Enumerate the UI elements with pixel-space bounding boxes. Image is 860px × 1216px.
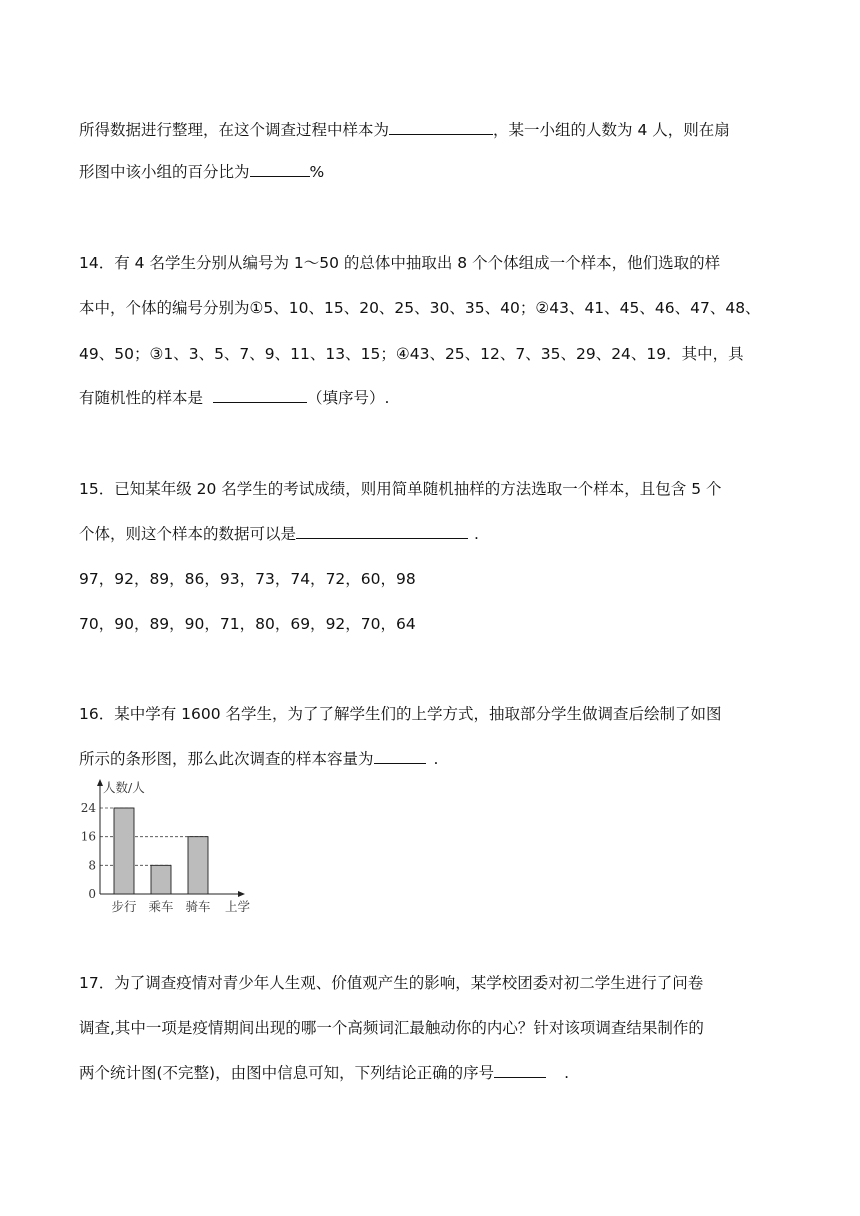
- q16-text-b: .: [433, 750, 439, 768]
- q14-line-2: 本中，个体的编号分别为①5、10、15、20、25、30、35、40；②43、41、45、46、47、48、: [79, 299, 761, 317]
- q15-answer-blank[interactable]: [296, 524, 468, 539]
- y-tick-label: 16: [80, 829, 96, 844]
- q14-line-1: 14．有 4 名学生分别从编号为 1～50 的总体中抽取出 8 个个体组成一个样本，他们选取的样: [79, 254, 721, 272]
- q16-line-2: [79, 749, 438, 769]
- q15-text-a: 个体，则这个样本的数据可以是: [79, 525, 297, 543]
- q13-answer-blank-percent[interactable]: [250, 162, 310, 177]
- y-tick-label: 0: [88, 887, 96, 901]
- q13-line-1: [79, 120, 730, 140]
- q17-line-1: 17．为了调查疫情对青少年人生观、价值观产生的影响，某学校团委对初二学生进行了问卷: [79, 974, 704, 992]
- q15-line-1: 15．已知某年级 20 名学生的考试成绩，则用简单随机抽样的方法选取一个样本，且包含 5 个: [79, 480, 722, 498]
- q16-answer-blank[interactable]: [374, 749, 426, 764]
- q17-line-2: 调查,其中一项是疫情期间出现的哪一个高频词汇最触动你的内心？针对该项调查结果制作的: [79, 1019, 704, 1037]
- bar-骑车: [188, 837, 208, 894]
- q13-text-b: ，某一小组的人数为 4 人，则在扇: [493, 121, 730, 139]
- q15-text-b: .: [474, 525, 479, 543]
- x-axis-arrow: [238, 891, 245, 897]
- q17-text-a: 两个统计图(不完整)，由图中信息可知，下列结论正确的序号: [79, 1064, 495, 1082]
- q17-text-b: .: [564, 1064, 570, 1082]
- q14-line-3: 49、50；③1、3、5、7、9、11、13、15；④43、25、12、7、35、29、24、19．其中，具: [79, 345, 744, 363]
- q17-answer-blank[interactable]: [494, 1063, 546, 1078]
- bar-chart: [80, 778, 260, 918]
- q13-line-2: [79, 162, 324, 182]
- q17-line-3: [79, 1063, 569, 1083]
- q15-line-2: [79, 524, 479, 544]
- q13-text-a: 所得数据进行整理，在这个调查过程中样本为: [79, 121, 390, 139]
- q14-answer-blank[interactable]: [213, 388, 307, 403]
- q14-text-a: 有随机性的样本是: [79, 389, 204, 407]
- bar-乘车: [151, 865, 171, 894]
- q13-percent-sign: %: [309, 163, 325, 181]
- y-tick-label: 8: [88, 858, 96, 873]
- q15-data-row-1: 97，92，89，86，93，73，74，72，60，98: [79, 570, 416, 588]
- bar-步行: [114, 808, 134, 894]
- q14-text-b: （填序号）.: [307, 389, 390, 407]
- q14-line-4: [79, 388, 389, 408]
- y-axis-label: 人数/人: [103, 780, 145, 795]
- q16-line-1: 16．某中学有 1600 名学生，为了了解学生们的上学方式，抽取部分学生做调查后绘制了如图: [79, 705, 722, 723]
- x-category-label: 步行: [111, 899, 137, 914]
- q13-text-c: 形图中该小组的百分比为: [79, 163, 250, 181]
- x-category-label: 乘车: [148, 899, 174, 914]
- q16-text-a: 所示的条形图，那么此次调查的样本容量为: [79, 750, 374, 768]
- q13-answer-blank-sample[interactable]: [389, 120, 493, 135]
- q15-data-row-2: 70，90，89，90，71，80，69，92，70，64: [79, 615, 416, 633]
- x-axis-label: 上学: [225, 899, 251, 914]
- x-category-label: 骑车: [185, 899, 211, 914]
- y-tick-label: 24: [80, 801, 96, 815]
